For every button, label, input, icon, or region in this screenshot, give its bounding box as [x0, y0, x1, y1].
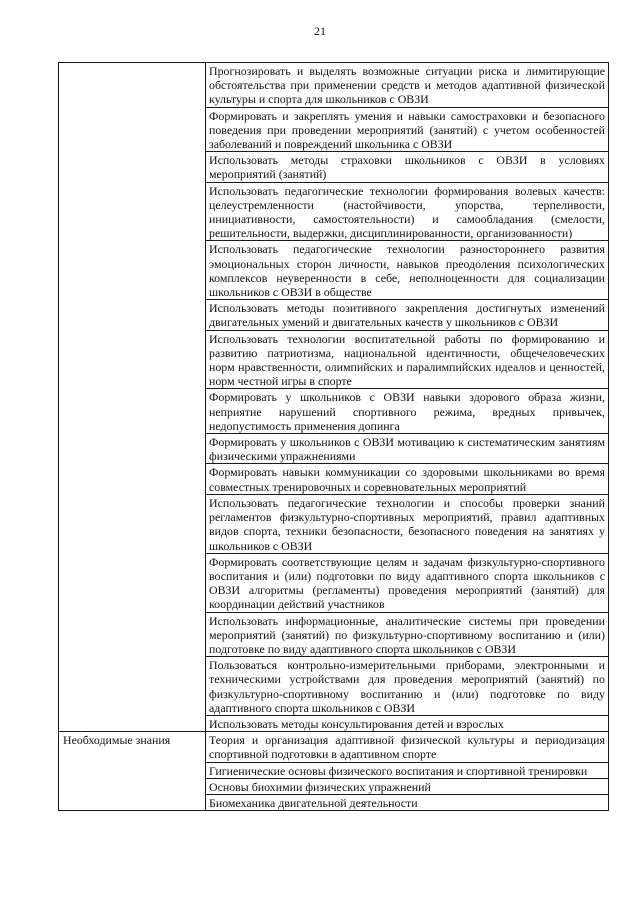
requirement-item: Основы биохимии физических упражнений [206, 778, 609, 794]
requirement-item: Пользоваться контрольно-измерительными приборами, электронными и техническими устройствами для проведения мероприятий (занятий) по физкультурно-спортивному воспитанию и (или) подготовке по виду адаптивного спорта школьников с ОВЗИ [206, 657, 609, 716]
table-row [59, 732, 609, 762]
requirement-item: Формировать и закреплять умения и навыки самостраховки и безопасного поведения при проведении мероприятий (занятий) с учетом особенностей заболеваний и повреждений школьника с ОВЗИ [206, 107, 609, 152]
requirement-item: Использовать технологии воспитательной работы по формированию и развитию патриотизма, национальной идентичности, общечеловеческих норм нравственности, олимпийских и паралимпийских идеалов и ценностей, норм честной игры в спорте [206, 330, 609, 389]
requirement-item: Использовать информационные, аналитические системы при проведении мероприятий (занятий) по физкультурно-спортивному воспитанию и (или) подготовке по виду адаптивного спорта школьников с ОВЗИ [206, 612, 609, 657]
requirement-item: Использовать методы страховки школьников с ОВЗИ в условиях мероприятий (занятий) [206, 152, 609, 182]
section-title [59, 63, 206, 732]
requirement-item: Формировать навыки коммуникации со здоровыми школьниками во время совместных тренировочных и соревновательных мероприятий [206, 464, 609, 494]
table-row [59, 63, 609, 108]
requirement-item: Гигиенические основы физического воспитания и спортивной тренировки [206, 762, 609, 778]
table-body [59, 63, 609, 811]
requirement-item: Формировать соответствующие целям и задачам физкультурно-спортивного воспитания и (или) подготовки по виду адаптивного спорта школьников с ОВЗИ алгоритмы (регламенты) проведения мероприятий (занятий) для координации действий участников [206, 553, 609, 612]
requirements-table [58, 62, 609, 811]
requirement-item: Прогнозировать и выделять возможные ситуации риска и лимитирующие обстоятельства при применении средств и методов адаптивной физической культуры и спорта для школьников с ОВЗИ [206, 63, 609, 108]
page-number: 21 [314, 24, 326, 38]
requirement-item: Формировать у школьников с ОВЗИ навыки здорового образа жизни, неприятие нарушений спортивного режима, вредных привычек, недопустимость применения допинга [206, 389, 609, 434]
requirement-item: Использовать педагогические технологии и способы проверки знаний регламентов физкультурно-спортивных мероприятий, правил адаптивных видов спорта, техники безопасности, безопасного поведения на занятиях у школьников с ОВЗИ [206, 494, 609, 553]
requirement-item: Использовать педагогические технологии разностороннего развития эмоциональных сторон личности, навыков преодоления психологических комплексов неуверенности в себе, неполноценности для социализации школьников с ОВЗИ в обществе [206, 241, 609, 300]
requirement-item: Формировать у школьников с ОВЗИ мотивацию к систематическим занятиям физическими упражнениями [206, 434, 609, 464]
requirement-item: Биомеханика двигательной деятельности [206, 794, 609, 810]
requirement-item: Использовать педагогические технологии формирования волевых качеств: целеустремленности (настойчивости, упорства, терпеливости, инициативности, самостоятельности) и самообладания (смелости, решительности, выдержки, дисциплинированности, организованности) [206, 182, 609, 241]
section-title: Необходимые знания [59, 732, 206, 811]
requirement-item: Использовать методы консультирования детей и взрослых [206, 715, 609, 731]
requirement-item: Использовать методы позитивного закрепления достигнутых изменений двигательных умений и двигательных качеств у школьников с ОВЗИ [206, 300, 609, 330]
requirement-item: Теория и организация адаптивной физической культуры и периодизация спортивной подготовки в адаптивном спорте [206, 732, 609, 762]
